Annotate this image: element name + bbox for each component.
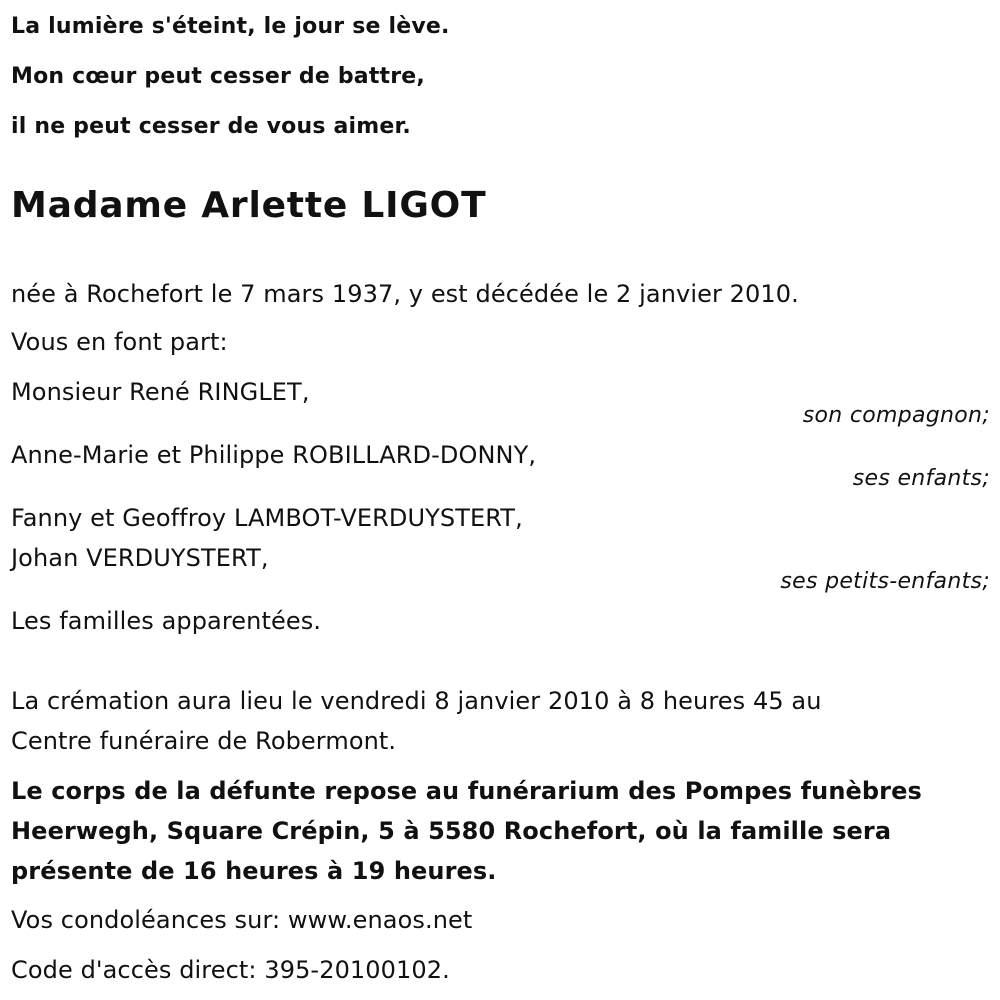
verse-line-2: Mon cœur peut cesser de battre, — [11, 64, 425, 89]
access-code-line: Code d'accès direct: 395-20100102. — [11, 956, 450, 984]
mourner-names: Anne-Marie et Philippe ROBILLARD-DONNY, — [11, 441, 537, 469]
announcement-intro: Vous en font part: — [11, 328, 228, 356]
visitation-line-3: présente de 16 heures à 19 heures. — [11, 857, 497, 885]
verse-line-1: La lumière s'éteint, le jour se lève. — [11, 14, 450, 39]
verse-line-3: il ne peut cesser de vous aimer. — [11, 114, 411, 139]
condolences-line: Vos condoléances sur: www.enaos.net — [11, 906, 473, 934]
visitation-line-1: Le corps de la défunte repose au funérarium des Pompes funèbres — [11, 777, 922, 805]
mourner-names: Fanny et Geoffroy LAMBOT-VERDUYSTERT, — [11, 504, 523, 532]
visitation-line-2: Heerwegh, Square Crépin, 5 à 5580 Rochefort, où la famille sera — [11, 817, 892, 845]
mourner-role: ses enfants; — [852, 466, 990, 491]
deceased-name: Madame Arlette LIGOT — [11, 185, 487, 226]
mourner-names-continued: Johan VERDUYSTERT, — [11, 544, 269, 572]
families-line: Les familles apparentées. — [11, 607, 322, 635]
ceremony-line-2: Centre funéraire de Robermont. — [11, 727, 397, 755]
ceremony-line-1: La crémation aura lieu le vendredi 8 janvier 2010 à 8 heures 45 au — [11, 687, 822, 715]
birth-death-line: née à Rochefort le 7 mars 1937, y est décédée le 2 janvier 2010. — [11, 280, 799, 308]
mourner-role: ses petits-enfants; — [780, 569, 990, 594]
mourner-role: son compagnon; — [802, 403, 990, 428]
mourner-names: Monsieur René RINGLET, — [11, 378, 310, 406]
